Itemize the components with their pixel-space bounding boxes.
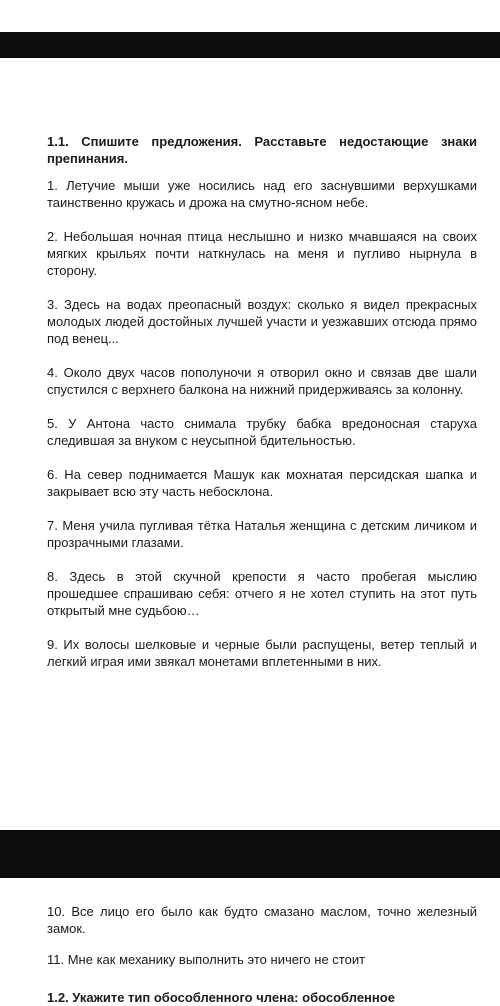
top-margin (0, 0, 500, 32)
sentence-6: 6. На север поднимается Машук как мохнатая персидская шапка и закрывает всю эту часть небосклона. (47, 467, 477, 499)
exercise-heading: 1.1. Спишите предложения. Расставьте недостающие знаки препинания. (47, 134, 477, 166)
sentence-2: 2. Небольшая ночная птица неслышно и низко мчавшаяся на своих мягких крыльях почти наткнулась на меня и пугливо нырнула в сторону. (47, 229, 477, 278)
sentence-7: 7. Меня учила пугливая тётка Наталья женщина с детским личиком и прозрачными глазами. (47, 518, 477, 550)
sentence-3: 3. Здесь на водах преопасный воздух: сколько я видел прекрасных молодых людей достойных лучшей участи и уезжавших отсюда прямо под венец... (47, 297, 477, 346)
sentence-1: 1. Летучие мыши уже носились над его заснувшими верхушками таинственно кружась и дрожа на смутно-ясном небе. (47, 178, 477, 210)
sentence-5: 5. У Антона часто снимала трубку бабка вредоносная старуха следившая за внуком с неусыпной бдительностью. (47, 416, 477, 448)
sentence-4: 4. Около двух часов пополуночи я отворил окно и связав две шали спустился с верхнего балкона на нижний придерживаясь за колонну. (47, 365, 477, 397)
top-black-band (0, 32, 500, 58)
page-2 (47, 903, 477, 982)
page-break-band (0, 830, 500, 878)
next-exercise-heading: 1.2. Укажите тип обособленного члена: обособленное (47, 990, 395, 1005)
page-1 (47, 133, 477, 687)
sentence-11: 11. Мне как механику выполнить это ничего не стоит (47, 952, 366, 967)
sentence-8: 8. Здесь в этой скучной крепости я часто пробегая мыслию прошедшее спрашиваю себя: отчего я не хотел ступить на этот путь открытый мне судьбою… (47, 569, 477, 618)
sentence-10: 10. Все лицо его было как будто смазано маслом, точно железный замок. (47, 904, 477, 936)
sentence-9: 9. Их волосы шелковые и черные были распущены, ветер теплый и легкий играя ими звякал монетами вплетенными в них. (47, 637, 477, 669)
